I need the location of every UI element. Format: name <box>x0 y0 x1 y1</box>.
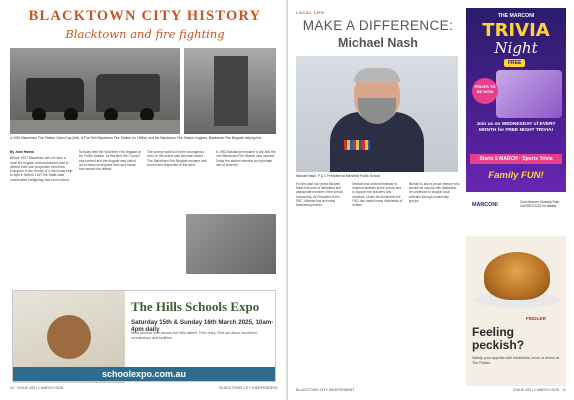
food-ad-text: Satisfy your appetite with breakfasts, lunch or dinner at The Fiddler. <box>472 356 560 365</box>
footer-right-text: ISSUE 443 | 1 MARCH 2025 · 11 <box>513 388 566 392</box>
article-column <box>409 182 460 382</box>
trivia-photo <box>496 70 562 118</box>
article-text: Tuesday with the Volunteer Fire Brigade at the Police Station. At this time the Council was formed and the brigade was called out to many local grass fires and house fires across the district. <box>78 150 141 172</box>
article-column <box>10 150 73 290</box>
portrait-hair <box>354 68 400 82</box>
expo-ad-title: The Hills Schools Expo <box>131 299 260 314</box>
food-ad-headline: Feeling peckish? <box>472 325 525 352</box>
expo-ad-url[interactable]: schoolexpo.com.au <box>13 367 275 381</box>
trivia-prize-badge: PRIZES TO BE WON <box>472 78 498 104</box>
trivia-night-ad[interactable] <box>466 8 566 232</box>
fire-smoke-photo <box>186 214 276 274</box>
fire-trucks-photo <box>10 48 180 134</box>
left-page <box>0 0 286 400</box>
history-subtitle: Blacktown and fire fighting <box>65 27 225 41</box>
article-text: Michael has worked tirelessly to improve facilities at the school and to support the teachers and students. Under his leadership the P&C has raised many thousands of dollars. <box>352 182 403 208</box>
fire-station-photo <box>184 48 276 134</box>
ground <box>10 120 180 134</box>
michael-nash-portrait <box>296 56 458 172</box>
history-title: BLACKTOWN CITY HISTORY <box>28 8 262 24</box>
fiddler-food-ad[interactable] <box>466 236 566 386</box>
station-tower <box>214 56 248 126</box>
story-columns <box>296 182 460 382</box>
footer-left-text: BLACKTOWN CITY INDEPENDENT <box>296 388 355 392</box>
story-kicker: MAKE A DIFFERENCE: <box>302 18 454 33</box>
byline: By John Hanna <box>10 150 34 154</box>
trivia-brand: THE MARCONI <box>497 13 535 19</box>
medals <box>344 140 370 150</box>
trivia-address: Club Marconi, Bossley Park. Call 9823 2222 for details. <box>520 200 561 208</box>
trivia-night-text: Night <box>494 39 538 57</box>
section-tag: LOCAL LIFE <box>296 10 325 15</box>
article-text: The prompt action of three courageous men on the scene saw the town saved. The Blacktown Fire Brigade became well known and respected in the area. <box>147 150 207 167</box>
fiddler-logo: FIDDLER <box>526 316 546 321</box>
portrait-caption: Michael Nash. P & C President at Marsfield Public School. <box>296 174 381 178</box>
article-column <box>79 150 142 290</box>
history-caption: A 1951 Blacktown Fire Station Open Day (left). A Fire Drill Blacktown Fire Station (in 1960s) and the Blacktown Fire Station engines. Blacktown Fire Brigade helping the ... <box>10 136 265 140</box>
trivia-free-badge: FREE <box>504 59 525 67</box>
marconi-logo: MARCONI <box>472 202 498 208</box>
fire-truck-2 <box>96 74 160 112</box>
pie-image <box>484 252 550 300</box>
article-text: Michael is also a proud veteran who served his country with distinction. He continues to support local veterans through community groups. <box>408 182 460 203</box>
expo-ad-tagline: Meet schools from across the Hills district. Free entry. Find out about enrolment, scholarships and facilities. <box>131 331 259 340</box>
article-text: Before 1927 Blacktown did not have a local fire brigade and landowners had to defend their own properties from fires. Everyone in the vicinity of a fire would help to fight it. Before 1927 the State-wide coordinated firefighting was not involved. <box>10 156 73 182</box>
right-page <box>288 0 574 400</box>
trivia-start-banner: Starts 5 MARCH · Sports Trivia <box>470 154 562 164</box>
trivia-info: Join us on WEDNESDAY of EVERY MONTH for FREE NIGHT TRIVIA! <box>476 122 556 133</box>
fire-truck-1 <box>26 78 84 112</box>
expo-ad-dates: Saturday 15th & Sunday 16th March 2025, 10am-4pm daily <box>131 319 274 333</box>
right-page-footer <box>296 388 566 392</box>
trivia-footer <box>466 192 566 232</box>
footer-left-text: 10 · ISSUE 443 | 1 MARCH 2025 <box>10 386 64 390</box>
article-text: For the past four years Michael Nash has been a dedicated and passionate member of the school community. As President of the P&C, Michael has led many fundraising events. <box>296 182 343 208</box>
footer-right-text: BLACKTOWN CITY INDEPENDENT <box>219 386 278 390</box>
schools-expo-ad[interactable] <box>12 290 276 382</box>
left-page-footer <box>10 386 278 390</box>
trivia-family-fun: Family FUN! <box>488 170 544 181</box>
article-text: In 1962 Blacktown became a city and the new Blacktown Fire Station was opened. Today the station remains an important part of local life. <box>215 150 276 167</box>
article-column <box>296 182 347 382</box>
article-column <box>352 182 403 382</box>
expo-ad-graphic <box>47 315 91 359</box>
trivia-title: TRIVIA <box>482 20 550 41</box>
story-headline-name: Michael Nash <box>338 36 418 50</box>
